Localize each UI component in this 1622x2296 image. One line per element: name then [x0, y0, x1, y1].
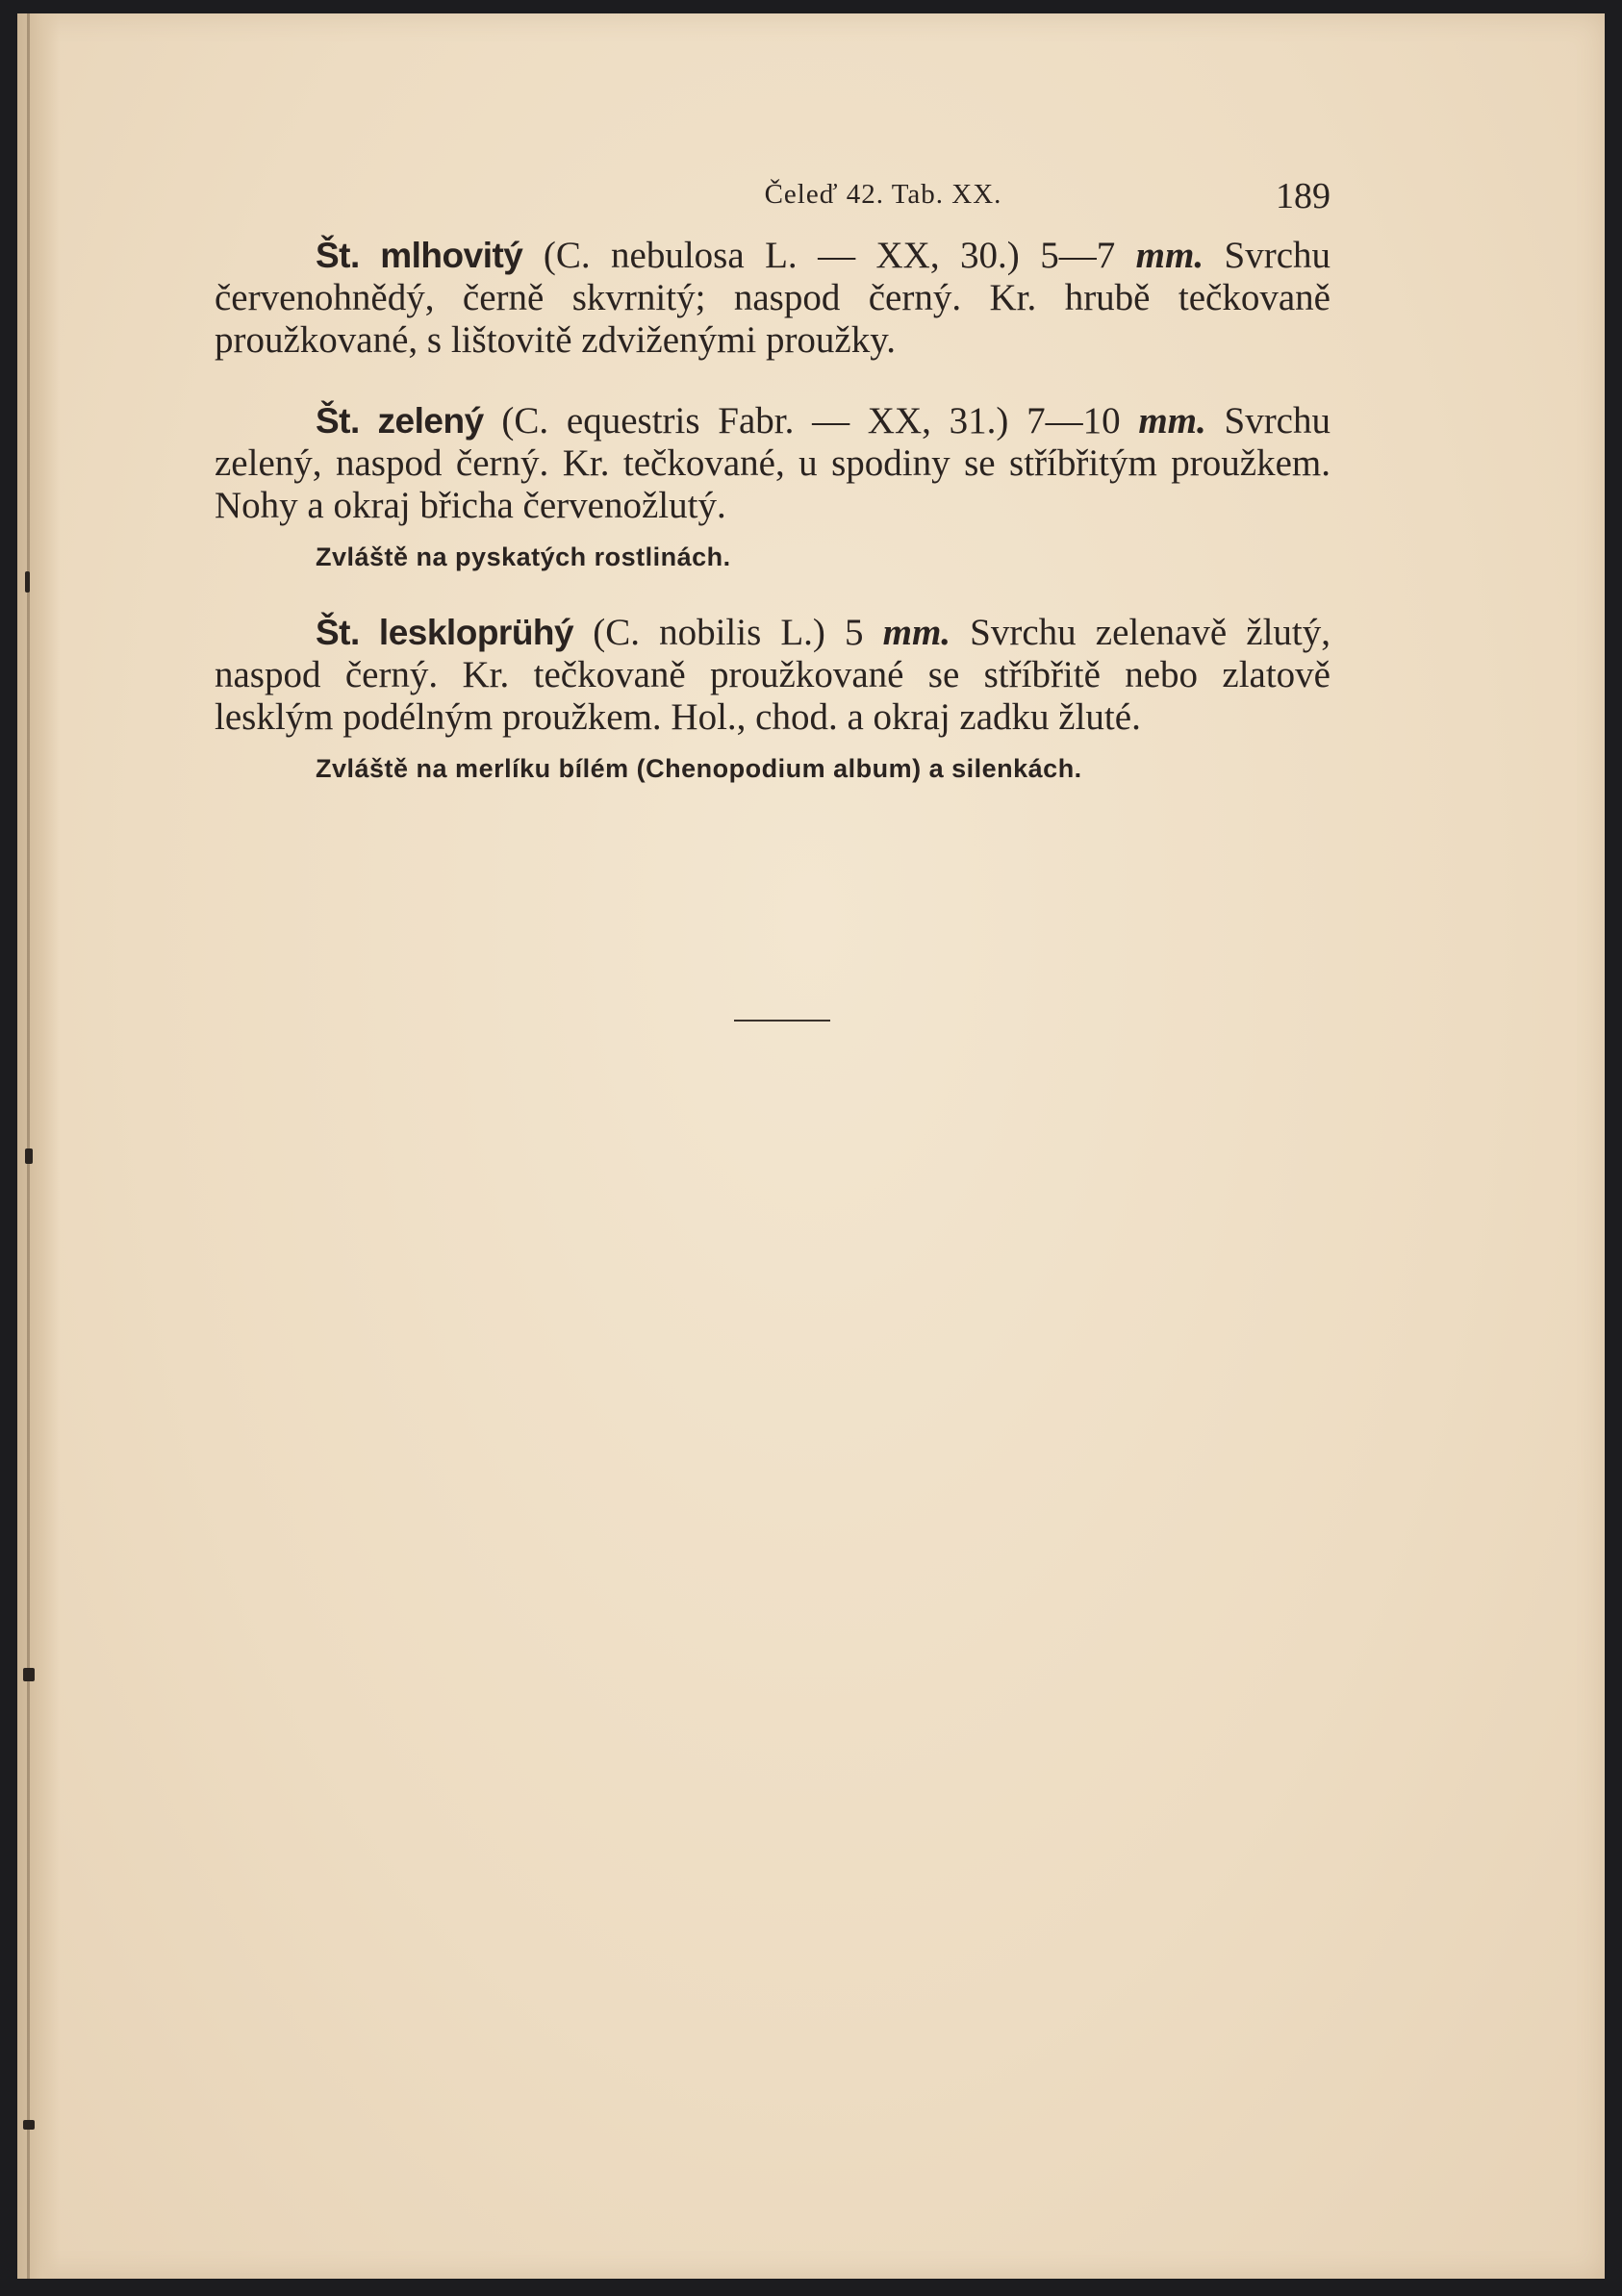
section-end-rule — [734, 1020, 830, 1022]
size-unit: mm. — [1135, 235, 1204, 276]
ink-speck — [25, 571, 30, 593]
page-number: 189 — [1276, 176, 1331, 216]
size-unit: mm. — [1138, 400, 1206, 442]
entry-text — [215, 612, 1331, 739]
scanned-page — [17, 13, 1605, 2279]
size-unit: mm. — [882, 612, 951, 653]
habitat-note: Zvláště na merlíku bílém (Chenopodium album) a silenkách. — [316, 754, 1082, 783]
entry-citation: (C. equestris Fabr. — XX, 31.) 7—10 — [501, 400, 1121, 442]
species-name: Št. zelený — [316, 401, 484, 441]
entry-description: Svrchu zelenavě žlutý, naspod černý. Kr. tečkovaně proužkované se stříbřitě nebo zlatově lesklým podélným proužkem. Hol., chod. a okraj zadku žluté. — [215, 612, 1331, 738]
gutter-line — [27, 13, 30, 2279]
species-entry — [215, 400, 1331, 573]
page-content — [215, 167, 1331, 823]
running-title: Čeleď 42. Tab. XX. — [764, 179, 1002, 210]
entry-citation: (C. nobilis L.) 5 — [593, 612, 864, 653]
species-name: Št. mlhovitý — [316, 236, 523, 275]
entry-text — [215, 235, 1331, 362]
ink-speck — [25, 1148, 33, 1164]
running-header — [215, 167, 1331, 235]
ink-speck — [23, 1668, 35, 1681]
ink-speck — [23, 2120, 35, 2130]
species-entry — [215, 612, 1331, 785]
entry-description: Svrchu zelený, naspod černý. Kr. tečkované, u spodiny se stříbřitým proužkem. Nohy a okraj břicha červenožlutý. — [215, 400, 1331, 526]
species-entry — [215, 235, 1331, 362]
page-gutter — [17, 13, 60, 2279]
entry-text — [215, 400, 1331, 527]
species-name: Št. leskloprühý — [316, 613, 574, 652]
habitat-note: Zvláště na pyskatých rostlinách. — [316, 542, 731, 571]
entry-citation: (C. nebulosa L. — XX, 30.) 5—7 — [543, 235, 1116, 276]
entry-description: Svrchu červenohnědý, černě skvrnitý; naspod černý. Kr. hrubě tečkovaně proužkované, s lištovitě zdviženými proužky. — [215, 235, 1331, 361]
